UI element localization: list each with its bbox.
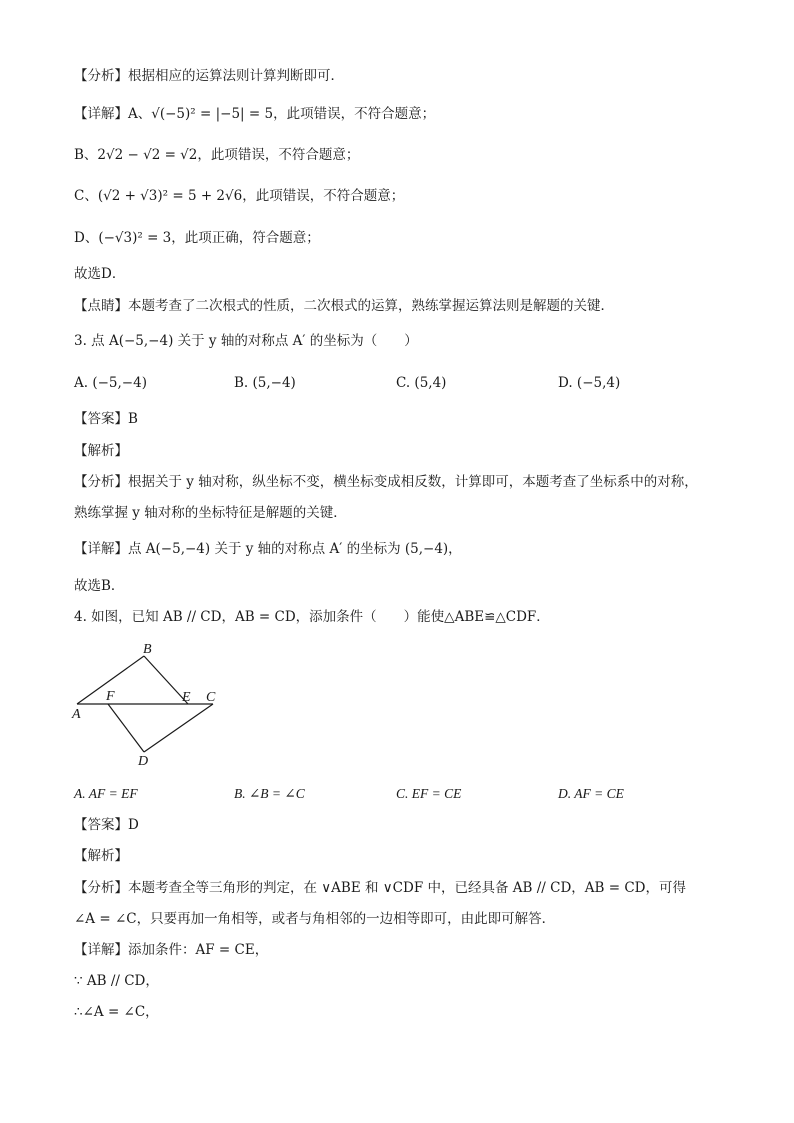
point-label-f: F	[106, 689, 115, 704]
q2-line-c: C、(√2 + √3)² = 5 + 2√6，此项错误，不符合题意；	[74, 188, 405, 204]
q4-analysis-line2: ∠A = ∠C，只要再加一角相等，或者与角相邻的一边相等即可，由此即可解答．	[74, 911, 556, 927]
point-label-e: E	[182, 690, 191, 705]
q4-answer: 【答案】D	[74, 817, 139, 833]
q3-answer: 【答案】B	[74, 411, 138, 427]
q4-detail-line2: ∵ AB // CD，	[74, 973, 159, 989]
q3-option-d: D. (−5,4)	[558, 375, 621, 391]
q4-stem: 4. 如图，已知 AB // CD，AB = CD，添加条件（ ）能使△ABE≌△CDF．	[74, 609, 550, 625]
q4-analysis-line1: 【分析】本题考查全等三角形的判定，在 ∨ABE 和 ∨CDF 中，已经具备 AB // CD，AB = CD，可得	[74, 880, 686, 896]
q4-option-a: A. AF = EF	[74, 786, 138, 801]
q2-conclusion: 故选D．	[74, 266, 126, 282]
q4-detail-line3: ∴∠A = ∠C，	[74, 1004, 159, 1020]
point-label-d: D	[138, 754, 149, 769]
q4-jiexi-heading: 【解析】	[74, 848, 128, 864]
q3-analysis-line1: 【分析】根据关于 y 轴对称，纵坐标不变，横坐标变成相反数，计算即可，本题考查了坐标系中的对称，	[74, 474, 698, 490]
q2-line-b: B、2√2 − √2 = √2，此项错误，不符合题意；	[74, 147, 360, 163]
segment-dc	[144, 704, 213, 752]
point-label-a: A	[72, 707, 81, 722]
q2-detail-a: 【详解】A、√(−5)² = |−5| = 5，此项错误，不符合题意；	[74, 106, 436, 122]
q2-analysis: 【分析】根据相应的运算法则计算判断即可．	[74, 68, 344, 84]
q4-option-d: D. AF = CE	[558, 786, 624, 801]
q4-geometry-figure	[70, 636, 230, 770]
q3-jiexi-heading: 【解析】	[74, 443, 128, 459]
q4-option-c: C. EF = CE	[396, 786, 462, 801]
q3-detail: 【详解】点 A(−5,−4) 关于 y 轴的对称点 A′ 的坐标为 (5,−4)，	[74, 541, 462, 557]
q3-conclusion: 故选B．	[74, 578, 125, 594]
point-label-b: B	[143, 642, 152, 657]
q4-detail-line1: 【详解】添加条件：AF = CE，	[74, 942, 269, 958]
q3-option-c: C. (5,4)	[396, 375, 447, 391]
q3-stem: 3. 点 A(−5,−4) 关于 y 轴的对称点 A′ 的坐标为（ ）	[74, 333, 418, 349]
q3-analysis-line2: 熟练掌握 y 轴对称的坐标特征是解题的关键．	[74, 505, 347, 521]
segment-fd	[108, 704, 144, 752]
q3-option-b: B. (5,−4)	[234, 375, 296, 391]
q2-comment: 【点睛】本题考查了二次根式的性质，二次根式的运算，熟练掌握运算法则是解题的关键．	[74, 298, 614, 314]
q4-option-b: B. ∠B = ∠C	[234, 786, 305, 801]
q2-line-d: D、(−√3)² = 3，此项正确，符合题意；	[74, 230, 320, 246]
point-label-c: C	[206, 690, 216, 705]
q3-option-a: A. (−5,−4)	[74, 375, 147, 391]
